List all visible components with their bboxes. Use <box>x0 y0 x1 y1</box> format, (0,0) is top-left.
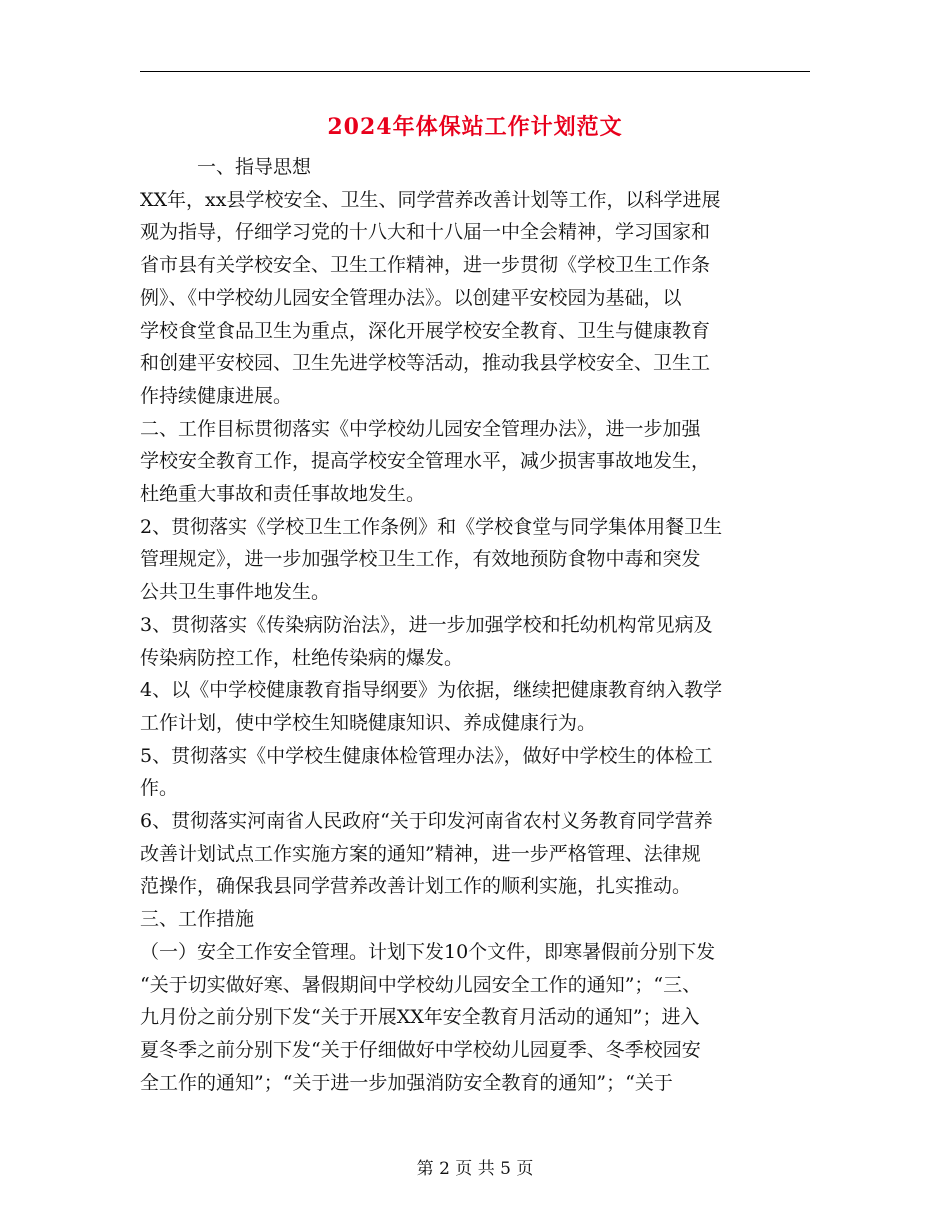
body-line: 公共卫生事件地发生。 <box>140 581 331 604</box>
body-line: 杜绝重大事故和责任事故地发生。 <box>140 483 426 506</box>
body-line: “关于切实做好寒、暑假期间中学校幼儿园安全工作的通知”；“三、 <box>140 973 702 996</box>
body-line: 学校安全教育工作，提高学校安全管理水平，减少损害事故地发生， <box>140 450 711 473</box>
body-line: 3、贯彻落实《传染病防治法》，进一步加强学校和托幼机构常见病及 <box>140 613 713 636</box>
body-line: 全工作的通知”；“关于进一步加强消防安全教育的通知”；“关于 <box>140 1071 673 1094</box>
document-body <box>140 151 820 1099</box>
body-line: 6、贯彻落实河南省人民政府“关于印发河南省农村义务教育同学营养 <box>140 810 713 833</box>
body-line: 管理规定》，进一步加强学校卫生工作，有效地预防食物中毒和突发 <box>140 548 701 571</box>
body-line: 省市县有关学校安全、卫生工作精神，进一步贯彻《学校卫生工作条 <box>140 254 711 277</box>
body-line: 三、工作措施 <box>140 908 255 931</box>
document-title: 2024年体保站工作计划范文 <box>327 114 623 140</box>
body-line: 例》、《中学校幼儿园安全管理办法》。以创建平安校园为基础，以 <box>140 286 682 309</box>
body-line: 作。 <box>140 777 179 800</box>
body-line: 九月份之前分别下发“关于开展XX年安全教育月活动的通知”；进入 <box>140 1006 700 1029</box>
body-line: 2、贯彻落实《学校卫生工作条例》和《学校食堂与同学集体用餐卫生 <box>140 515 723 538</box>
body-line: 一、指导思想 <box>140 156 312 178</box>
page-footer: 第 2 页 共 5 页 <box>416 1159 534 1179</box>
body-line: 传染病防控工作，杜绝传染病的爆发。 <box>140 646 464 669</box>
body-line: 改善计划试点工作实施方案的通知”精神，进一步严格管理、法律规 <box>140 842 701 865</box>
body-line: 学校食堂食品卫生为重点，深化开展学校安全教育、卫生与健康教育 <box>140 319 711 342</box>
body-line: 二、工作目标贯彻落实《中学校幼儿园安全管理办法》，进一步加强 <box>140 417 701 440</box>
body-line: XX年，xx县学校安全、卫生、同学营养改善计划等工作，以科学进展 <box>140 188 721 211</box>
body-line: 观为指导，仔细学习党的十八大和十八届一中全会精神，学习国家和 <box>140 221 711 244</box>
body-line: 4、以《中学校健康教育指导纲要》为依据，继续把健康教育纳入教学 <box>140 679 723 702</box>
body-line: 5、贯彻落实《中学校生健康体检管理办法》，做好中学校生的体检工 <box>140 744 713 767</box>
body-line: 范操作，确保我县同学营养改善计划工作的顺利实施，扎实推动。 <box>140 875 692 898</box>
body-line: （一）安全工作安全管理。计划下发10个文件，即寒暑假前分别下发 <box>140 940 716 963</box>
body-line: 工作计划，使中学校生知晓健康知识、养成健康行为。 <box>140 711 597 734</box>
body-line: 和创建平安校园、卫生先进学校等活动，推动我县学校安全、卫生工 <box>140 352 711 375</box>
body-line: 作持续健康进展。 <box>140 384 293 407</box>
body-line: 夏冬季之前分别下发“关于仔细做好中学校幼儿园夏季、冬季校园安 <box>140 1038 701 1061</box>
header-rule <box>140 71 810 72</box>
